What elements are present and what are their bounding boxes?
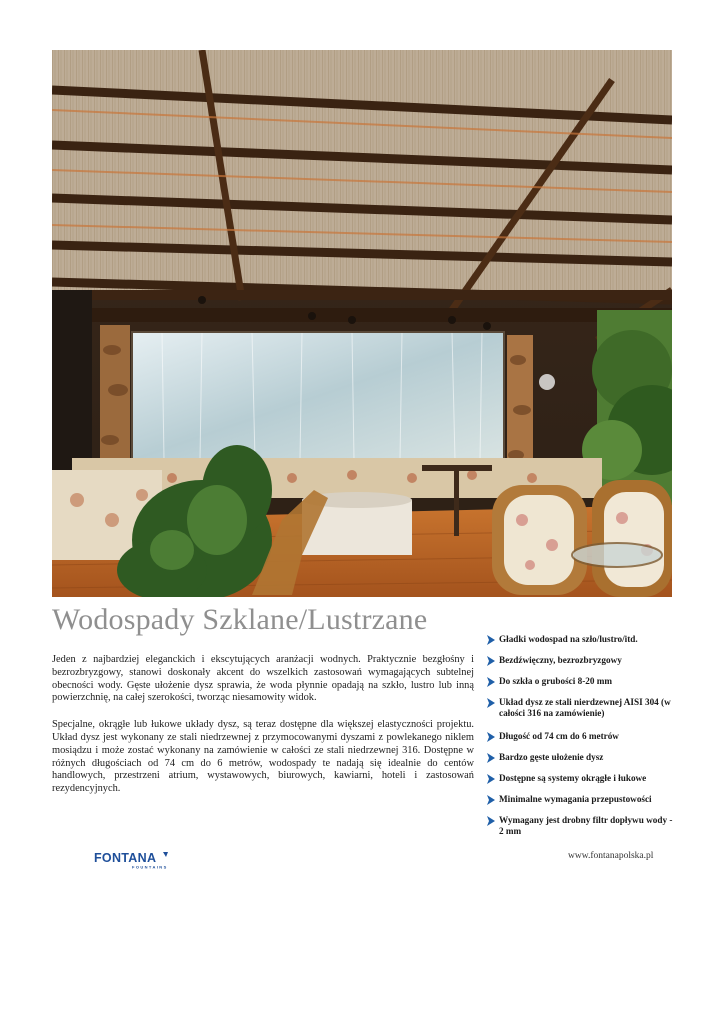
svg-text:FOUNTAINS: FOUNTAINS <box>132 864 168 870</box>
fontana-logo <box>94 850 170 870</box>
feature-item <box>486 697 676 719</box>
feature-item <box>486 752 676 763</box>
blue-arrow-bullet-icon <box>486 698 495 708</box>
feature-item <box>486 731 676 742</box>
feature-item <box>486 676 676 687</box>
feature-item <box>486 655 676 666</box>
blue-arrow-bullet-icon <box>486 753 495 763</box>
blue-arrow-bullet-icon <box>486 677 495 687</box>
page-title: Wodospady Szklane/Lustrzane <box>52 603 428 636</box>
feature-text: Wymagany jest drobny filtr dopływu wody - 2 mm <box>499 815 673 836</box>
fontana-logo-graphic <box>94 850 170 870</box>
feature-text: Gładki wodospad na szło/lustro/itd. <box>499 634 638 644</box>
hero-photo <box>52 50 672 597</box>
feature-text: Do szkła o grubości 8-20 mm <box>499 676 613 686</box>
feature-text: Dostępne są systemy okrągłe i łukowe <box>499 773 647 783</box>
feature-item <box>486 773 676 784</box>
blue-arrow-bullet-icon <box>486 656 495 666</box>
feature-text: Minimalne wymagania przepustowości <box>499 794 652 804</box>
blue-arrow-bullet-icon <box>486 635 495 645</box>
description-paragraph-1: Jeden z najbardziej eleganckich i ekscytujących aranżacji wodnych. Praktycznie bezgłośny i bezrozbryzgowy, stanowi doskonały akcent do wszelkich zastosowań wymagających subtelnej obecności wody. Gęste ułożenie dysz sprawia, że woda płynnie opadają na szkło, lustro lub inną powierzchnię, na całej szerokości, tworząc niesamowity widok. <box>52 654 474 704</box>
blue-arrow-bullet-icon <box>486 816 495 826</box>
feature-text: Bezdźwięczny, bezrozbryzgowy <box>499 655 622 665</box>
terrace-waterfall-illustration <box>52 50 672 597</box>
feature-text: Układ dysz ze stali nierdzewnej AISI 304 (w całości 316 na zamówienie) <box>499 697 671 718</box>
feature-text: Długość od 74 cm do 6 metrów <box>499 731 619 741</box>
blue-arrow-bullet-icon <box>486 774 495 784</box>
website-url[interactable]: www.fontanapolska.pl <box>568 851 654 861</box>
feature-item <box>486 634 676 645</box>
blue-arrow-bullet-icon <box>486 795 495 805</box>
feature-item <box>486 794 676 805</box>
description-text <box>52 654 474 810</box>
feature-text: Bardzo gęste ułożenie dysz <box>499 752 604 762</box>
description-paragraph-2: Specjalne, okrągłe lub łukowe układy dysz, są teraz dostępne dla większej elastyczności projektu. Układ dysz jest wykonany ze stali niedrzewnej z przymocowanymi dyszami z powlekanego niklem mosiądzu i może zostać wykonany na zamówienie w całości ze stali niedrzewnej 316. Dostępne w różnych długościach od 74 cm do 6 metrów, wodospady te nadają się idealnie do centów handlowych, przestrzeni atrium, wystawowych, biurowych, kawiarni, hoteli i zastosowań rezydencyjnych. <box>52 719 474 795</box>
feature-list <box>486 634 676 847</box>
feature-item <box>486 815 676 837</box>
svg-text:FONTANA: FONTANA <box>94 851 157 865</box>
blue-arrow-bullet-icon <box>486 732 495 742</box>
